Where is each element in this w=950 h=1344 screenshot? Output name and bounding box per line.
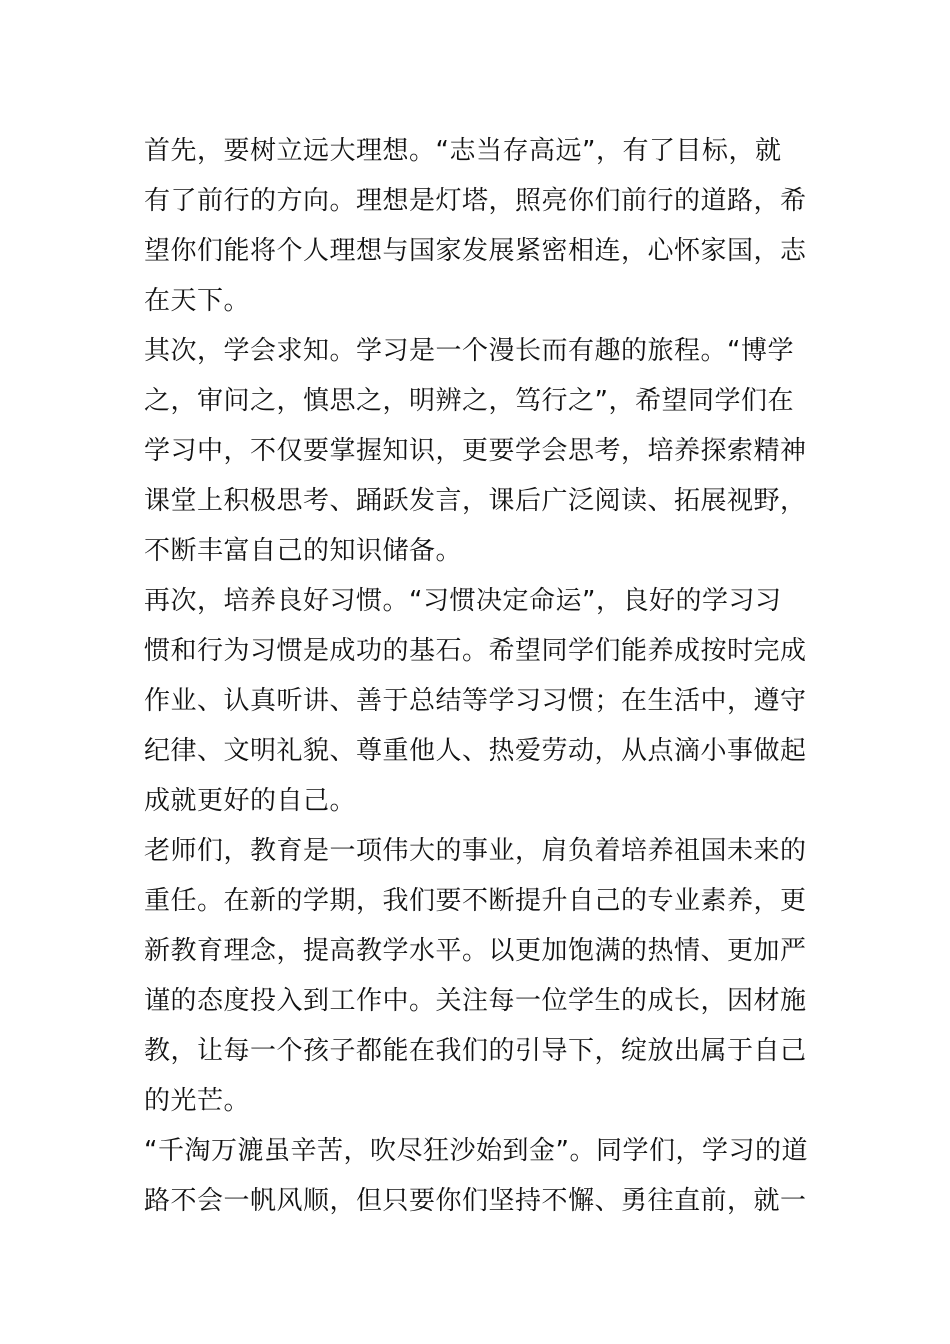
text-line: 有了前行的方向。理想是灯塔，照亮你们前行的道路，希 bbox=[144, 186, 807, 216]
text-line: 首先，要树立远大理想。“志当存高远”，有了目标，就 bbox=[144, 136, 782, 166]
text-line: 惯和行为习惯是成功的基石。希望同学们能养成按时完成 bbox=[144, 636, 807, 666]
text-line: 成就更好的自己。 bbox=[144, 786, 357, 816]
text-line: 重任。在新的学期，我们要不断提升自己的专业素养，更 bbox=[144, 886, 807, 916]
body-text bbox=[144, 126, 808, 1226]
text-line: 其次，学会求知。学习是一个漫长而有趣的旅程。“博学 bbox=[144, 336, 794, 366]
text-line: 老师们，教育是一项伟大的事业，肩负着培养祖国未来的 bbox=[144, 836, 807, 866]
text-line: 再次，培养良好习惯。“习惯决定命运”，良好的学习习 bbox=[144, 586, 782, 616]
text-line: 纪律、文明礼貌、尊重他人、热爱劳动，从点滴小事做起 bbox=[144, 736, 807, 766]
text-line: 望你们能将个人理想与国家发展紧密相连，心怀家国，志 bbox=[144, 236, 807, 266]
text-line: 路不会一帆风顺，但只要你们坚持不懈、勇往直前，就一 bbox=[144, 1186, 807, 1216]
text-line: 学习中，不仅要掌握知识，更要学会思考，培养探索精神 bbox=[144, 436, 807, 466]
text-line: 课堂上积极思考、踊跃发言，课后广泛阅读、拓展视野， bbox=[144, 486, 807, 516]
text-line: 教，让每一个孩子都能在我们的引导下，绽放出属于自己 bbox=[144, 1036, 807, 1066]
text-line: 谨的态度投入到工作中。关注每一位学生的成长，因材施 bbox=[144, 986, 807, 1016]
text-line: 不断丰富自己的知识储备。 bbox=[144, 536, 463, 566]
text-line: 的光芒。 bbox=[144, 1086, 251, 1116]
text-line: “千淘万漉虽辛苦，吹尽狂沙始到金”。同学们，学习的道 bbox=[144, 1136, 808, 1166]
text-line: 在天下。 bbox=[144, 286, 251, 316]
text-line: 作业、认真听讲、善于总结等学习习惯；在生活中，遵守 bbox=[144, 686, 807, 716]
text-line: 之，审问之，慎思之，明辨之，笃行之”，希望同学们在 bbox=[144, 386, 794, 416]
text-line: 新教育理念，提高教学水平。以更加饱满的热情、更加严 bbox=[144, 936, 807, 966]
